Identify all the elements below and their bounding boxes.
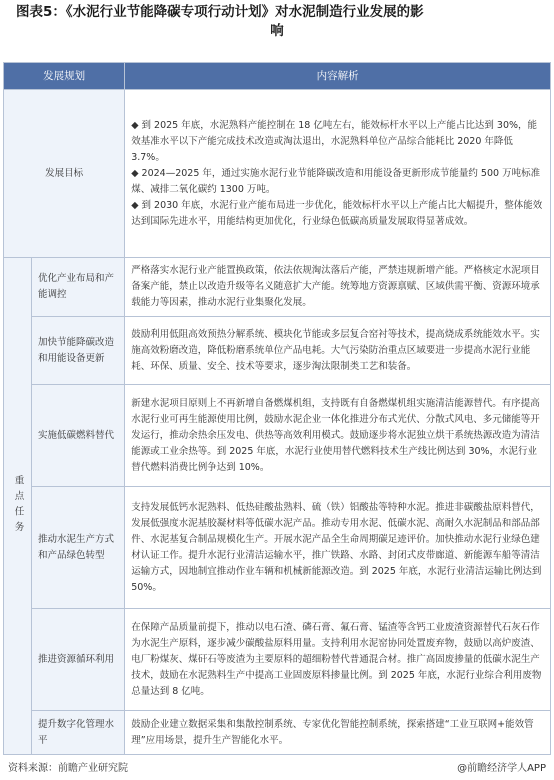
goal-bullet-1: ◆ 到 2025 年底，水泥熟料产能控制在 18 亿吨左右，能效标杆水平以上产能占比达到 30%，能效基准水平以下产能完成技术改造或淘汰退出，水泥熟料单位产品综合能耗比 2020 年降低 3.7%。 [131, 119, 538, 163]
brand-credit: @前瞻经济学人APP [457, 763, 546, 774]
figure-title-line2: 响 [270, 23, 284, 39]
goal-bullet-2: ◆ 2024—2025 年，通过实施水泥行业节能降碳改造和用能设备更新形成节能量约 500 万吨标准煤、减排二氧化碳约 1300 万吨。 [131, 167, 541, 195]
table-header-row [4, 63, 551, 90]
task-label: 优化产业布局和产能调控 [32, 258, 125, 317]
task-content: 新建水泥项目原则上不再新增自备燃煤机组，支持既有自备燃煤机组实施清洁能源替代。有序提高水泥行业可再生能源使用比例，鼓励水泥企业一体化推进分布式光伏、分散式风电、多元储能等开发运行，推动余热余压发电、供热等高效利用模式。鼓励逐步将水泥独立烘干系统热源改造为清洁能源或工业余热等。到 2025 年底，水泥行业使用替代燃料技术生产线比例达到 30%，水泥行业替代燃料消费比例争达到 10%。 [125, 385, 551, 487]
task-row [4, 711, 551, 755]
task-row [4, 258, 551, 317]
source-note: 资料来源：前瞻产业研究院 [8, 763, 128, 774]
task-content: 支持发展低钙水泥熟料、低热硅酸盐熟料、硫（铁）铝酸盐等特种水泥。推进非碳酸盐原料替代，发展低强度水泥基胶凝材料等低碳水泥产品。推动专用水泥、低碳水泥、高耐久水泥制品和部品部件、水泥基复合制品规模化生产。开展水泥产品全生命周期碳足迹评价。加快推动水泥行业绿色建材认证工作。提升水泥行业清洁运输水平，推广铁路、水路、封闭式皮带廊道、新能源车船等清洁运输方式，因地制宜推动作业车辆和机械新能源改造。到 2025 年底，水泥行业清洁运输比例达到 50%。 [125, 487, 551, 609]
header-analysis: 内容解析 [125, 63, 551, 90]
goal-content [125, 90, 551, 258]
task-row [4, 609, 551, 711]
task-content: 鼓励企业建立数据采集和集散控制系统、专家优化智能控制系统，探索搭建“工业互联网+能效管理”应用场景，提升生产智能化水平。 [125, 711, 551, 755]
plan-table [3, 62, 551, 755]
goal-bullet-3: ◆ 到 2030 年底，水泥行业产能布局进一步优化，能效标杆水平以上产能占比大幅提升，整体能效达到国际先进水平，用能结构更加优化，行业绿色低碳高质量发展取得显著成效。 [131, 199, 543, 227]
figure-title-line1: 图表5：《水泥行业节能降碳专项行动计划》对水泥制造行业发展的影 [16, 4, 424, 20]
footer [0, 758, 554, 780]
task-label: 推动水泥生产方式和产品绿色转型 [32, 487, 125, 609]
header-plan: 发展规划 [4, 63, 125, 90]
task-content: 在保障产品质量前提下，推动以电石渣、磷石膏、氟石膏、锰渣等含钙工业废渣资源替代石灰石作为水泥生产原料，逐步减少碳酸盐原料用量。支持利用水泥窑协同处置废弃物，鼓励以高炉废渣、电厂粉煤灰、煤矸石等废渣为主要原料的超细粉替代普通混合材。推广高固废掺量的低碳水泥生产技术，鼓励在水泥熟料生产中提高工业固废原料掺量比例。到 2025 年底，水泥行业综合利用废物总量达到 8 亿吨。 [125, 609, 551, 711]
task-label: 推进资源循环利用 [32, 609, 125, 711]
task-content: 鼓励利用低阻高效预热分解系统、模块化节能或多层复合窑衬等技术，提高烧成系统能效水平。实施高效粉磨改造，降低粉磨系统单位产品电耗。大气污染防治重点区域要进一步提高水泥行业能耗、环保、质量、安全、技术等要求，逐步淘汰限制类工艺和装备。 [125, 317, 551, 385]
task-label: 实施低碳燃料替代 [32, 385, 125, 487]
task-row [4, 385, 551, 487]
tasks-label: 重点任务 [4, 258, 32, 755]
task-label: 加快节能降碳改造和用能设备更新 [32, 317, 125, 385]
goal-label: 发展目标 [4, 90, 125, 258]
task-row [4, 487, 551, 609]
task-row [4, 317, 551, 385]
task-label: 提升数字化管理水平 [32, 711, 125, 755]
goal-row [4, 90, 551, 258]
figure-title [0, 0, 554, 41]
task-content: 严格落实水泥行业产能置换政策，依法依规淘汰落后产能，严禁违规新增产能。严格核定水泥项目备案产能，禁止以改造升级等名义随意扩大产能。统筹地方资源禀赋、区域供需平衡、资源环境承载能力等因素，推动水泥行业集聚化发展。 [125, 258, 551, 317]
